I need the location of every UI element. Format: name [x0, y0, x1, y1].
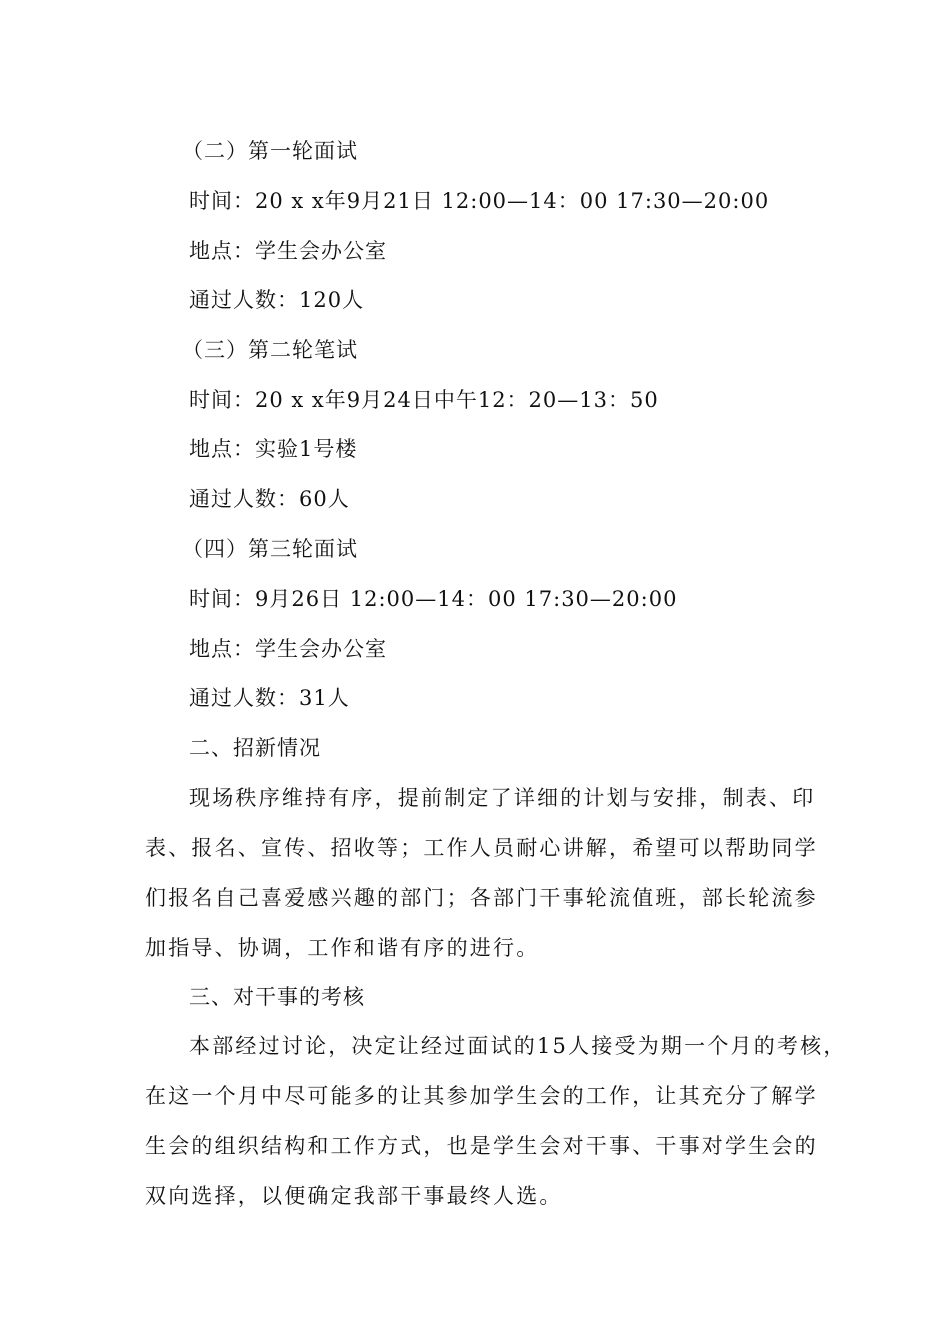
- round3-heading: （四）第三轮面试: [182, 537, 358, 561]
- round3-passed: 通过人数：31人: [189, 686, 350, 710]
- round3-location: 地点：学生会办公室: [189, 637, 387, 661]
- paragraph-line: 本部经过讨论，决定让经过面试的15人接受为期一个月的考核，: [189, 1034, 847, 1058]
- round1-heading: （二）第一轮面试: [182, 139, 358, 163]
- round2-passed: 通过人数：60人: [189, 487, 350, 511]
- round3-time: 时间：9月26日 12:00—14：00 17:30—20:00: [189, 587, 678, 611]
- paragraph-line: 表、报名、宣传、招收等；工作人员耐心讲解，希望可以帮助同学: [145, 836, 818, 860]
- round1-time: 时间：20 x x年9月21日 12:00—14：00 17:30—20:00: [189, 189, 770, 213]
- paragraph-line: 加指导、协调，工作和谐有序的进行。: [145, 936, 540, 960]
- section2-paragraph: [145, 773, 818, 973]
- paragraph-line: 生会的组织结构和工作方式，也是学生会对干事、干事对学生会的: [145, 1134, 818, 1158]
- paragraph-line: 双向选择，以便确定我部干事最终人选。: [145, 1184, 563, 1208]
- paragraph-line: 们报名自己喜爱感兴趣的部门；各部门干事轮流值班，部长轮流参: [145, 886, 818, 910]
- section2-heading: 二、招新情况: [189, 736, 321, 760]
- round1-passed: 通过人数：120人: [189, 288, 365, 312]
- round2-time: 时间：20 x x年9月24日中午12：20—13：50: [189, 388, 659, 412]
- paragraph-line: 在这一个月中尽可能多的让其参加学生会的工作，让其充分了解学: [145, 1084, 818, 1108]
- section3-heading: 三、对干事的考核: [189, 985, 365, 1009]
- round1-location: 地点：学生会办公室: [189, 239, 387, 263]
- round2-location: 地点：实验1号楼: [189, 437, 358, 461]
- round2-heading: （三）第二轮笔试: [182, 338, 358, 362]
- paragraph-line: 现场秩序维持有序，提前制定了详细的计划与安排，制表、印: [189, 786, 816, 810]
- section3-paragraph: [145, 1021, 847, 1221]
